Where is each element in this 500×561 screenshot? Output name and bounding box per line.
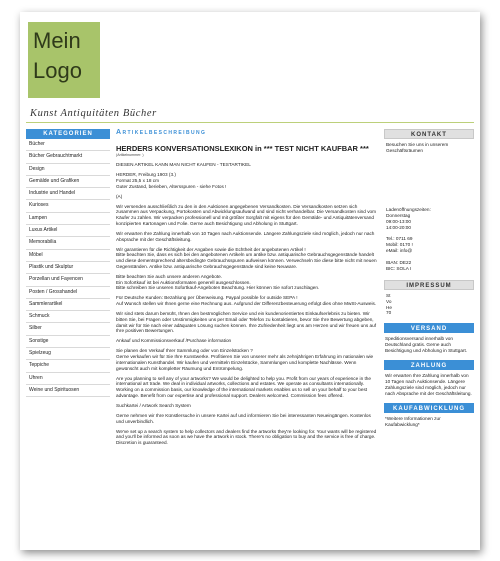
section-heading: Artikelbeschreibung [116,129,207,136]
article-paragraph: (A) [116,193,123,199]
contact-line: BIC: SOLA I [386,265,412,271]
main-content [116,129,378,450]
info-sidebar [384,129,474,428]
contact-line: Besuchen Sie uns in unserem [386,142,449,147]
page [20,12,480,550]
contact-line: IBAN: DE22 [386,259,412,265]
category-item[interactable]: Design [26,164,110,176]
contact-heading: KONTAKT [384,129,474,139]
order-processing-link[interactable]: *Weitere Informationen zur Kaufabwicklung* [385,415,441,427]
shipping-text: Speditionsversand innerhalb von Deutschland gratis. Gerne auch Besichtigung und Abholung in Stuttgart. [385,336,468,354]
contact-line: eMail: info@ [386,248,413,254]
article-paragraph: Wir erwarten Ihre Zahlung innerhalb von 10 Tagen nach Auktionsende. Längere Zahlungsziele sind möglich, jedoch nur nach Absprache mit der Geschäftsleitung. [116,230,375,242]
article-paragraph: Gerne nehmen wir Ihre Künstlersuche in unsere Kartei auf und informieren Sie bei interessanten Neueingängen. Kostenlos und unverbindlich. [116,412,371,424]
header-divider [26,122,474,123]
category-item[interactable]: Posten / Grosshandel [26,287,110,299]
article-paragraph: Are you planning to sell any of your artworks? We would be delighted to help you. Profit from our years of experience in the international art trade. We deal in individual artworks, collections and estates. We operate as consultants internationally. Working on a commission basis, our knowledge of the international markets enables us to sell on your behalf to your best advantage. Benefit from our expertise and professional support. Dealers welcomed. Commission fees offered. [116,375,372,398]
article-paragraph: Sie planen den Verkauf Ihrer Sammlung oder von Einzelstücken ? Gerne verkaufen wir für Sie Ihre Kunstwerke. Profitieren Sie von unserer mehr als zehnjährigen Erfahrung im nationalen wie internationalen Kunsthandel. Wir kaufen und vermitteln Einzelstücke, Sammlungen und komplette Nachlässe. Wenn gewünscht auch mit kompletter Räumung und Entrümpelung. [116,348,374,371]
contact-line: Tel.: 0711 69 [386,236,413,242]
article-paragraph: Wir versenden ausschließlich zu den in den Auktionen angegebenen Versandkosten. Die Versandkosten setzen sich zusammen aus Verpackung, Portokosten und Abwicklungsaufwand und sind nicht verhandelbar. Die Versandkosten sind vom Käufer zu zahlen. Wir verpacken professionell und mit größter Sorgfalt mit eigens für den Gemälde- und Antiquitätenversand konzipierten Kartonagen und Folie. Gerne auch Besichtigung und Abholung in Stuttgart. [116,203,377,226]
category-item[interactable]: Bücher Gebrauchtmarkt [26,151,110,163]
contact-line: Mobil: 0170 ! [386,242,413,248]
category-sidebar [26,129,110,397]
category-item[interactable]: Uhren [26,373,110,385]
article-paragraph: Wir sind stets darum bemüht, Ihnen den bestmöglichen Service und ein kundenorientiertes Einkaufserlebnis zu bieten. Wir bitten Sie, bei Fragen oder Unstimmigkeiten uns per Email oder Telefon zu kontaktieren, bevor Sie Ihre Bewertung abgeben, damit wir für Sie nach einer adäquaten Lösung suchen können. Ihre Zufriedenheit liegt uns am Herzen und wir freuen uns auf Ihre positiven Bewertungen. [116,311,377,334]
article-paragraph: Bitte beachten Sie auch unsere anderen Angebote. Ein Sofortkauf ist bei Auktionsformaten generell ausgeschlossen. Bitte schreiben Sie unseren Sofortkauf-Angeboten Beachtung. Hier können Sie sofort zuschlagen. [116,273,320,291]
logo[interactable] [28,22,100,98]
article-paragraph: DIESEN ARTIKEL KANN MAN NICHT KAUFEN - TESTARTIKEL [116,162,251,167]
payment-text: Wir erwarten Ihre Zahlung innerhalb von 10 Tagen nach Auktionsende. Längere Zahlungsziele sind möglich, jedoch nur nach Absprache mit der Geschäftsleitung. [385,373,472,396]
category-item[interactable]: Kurioses [26,200,110,212]
category-item[interactable]: Möbel [26,250,110,262]
category-item[interactable]: Spielzeug [26,348,110,360]
contact-details [384,142,474,272]
category-item[interactable]: Weine und Spirituosen [26,385,110,397]
contact-line: Geschäftsräumen [386,147,423,153]
article-paragraph: Ankauf und Kommissionsverkauf /Purchase information [116,338,232,344]
category-list [26,139,110,397]
article-number: (Artikelnummer: ) [116,153,144,157]
imprint-line: St [386,292,391,298]
article-paragraph: HERDER, Freiburg 1903 (3.) Format 25,5 x 18 cm Guter Zustand, berieben, Altersspuren - siehe Fotos ! [116,172,227,189]
category-item[interactable]: Memorabilia [26,237,110,249]
category-item[interactable]: Luxus Artikel [26,225,110,237]
imprint-heading: IMPRESSUM [384,280,474,290]
contact-line: Ladenöffnungszeiten: [386,206,431,212]
logo-line-2: Logo [33,58,82,83]
category-heading: KATEGORIEN [26,129,110,139]
article-paragraph: Suchkartei / Artwork Search System [116,402,191,408]
logo-line-1: Mein [33,28,81,53]
contact-line: 09:00-13:00 [386,218,412,224]
contact-line: 14:00-20:00 [386,224,412,230]
contact-line: Donnerstag [386,212,411,218]
category-item[interactable]: Plastik und Skulptur [26,262,110,274]
article-paragraph: Wir garantieren für die Richtigkeit der Angaben sowie die Echtheit der angebotenen Artikel ! Bitte beachten Sie, dass es sich bei den angebotenen Artikeln um antike bzw. antiquarische Gebrauchsgegenstände handelt und diese dementsprechend altersbedingte Gebrauchsspuren aufweisen können. Verwechseln Sie diese bitte nicht mit neuen Gegenständen. Antike bzw. antiquarische Gebrauchsgegenstände sind keine Neuware. [116,246,377,269]
article-paragraph: We've set up a search system to help collectors and dealers find the artworks they're looking for. Your wants will be registered and you'll be informed as soon as we have the artwork in stock. There's no obligation to buy and the service is free of charge. Discretion is guaranteed. [116,428,377,446]
article-description [116,162,378,446]
category-item[interactable]: Porzellan und Fayencen [26,274,110,286]
tagline: Kunst Antiquitäten Bücher [30,108,157,119]
category-item[interactable]: Sammlerartikel [26,299,110,311]
shipping-heading: VERSAND [384,323,474,333]
category-item[interactable]: Bücher [26,139,110,151]
article-paragraph: Für Deutsche Kunden: Bezahlung per Überweisung. Paypal possible for outside SEPA ! Auf Wunsch stellen wir Ihnen gerne eine Rechnung aus. Aufgrund der Differenzbesteuerung erfolgt dies ohne MwSt-Ausweis. [116,295,377,307]
imprint-line: 70 [386,310,392,316]
order-processing-heading: KAUFABWICKLUNG [384,403,474,413]
imprint-line: He [386,304,392,310]
category-item[interactable]: Lampen [26,213,110,225]
imprint-details [384,293,474,317]
category-item[interactable]: Industrie und Handel [26,188,110,200]
category-item[interactable]: Sonstige [26,336,110,348]
category-item[interactable]: Schmuck [26,311,110,323]
imprint-line: Vo [386,298,392,304]
category-item[interactable]: Teppiche [26,360,110,372]
payment-heading: ZAHLUNG [384,360,474,370]
category-item[interactable]: Silber [26,323,110,335]
article-title: HERDERS KONVERSATIONSLEXIKON in *** TEST NICHT KAUFBAR *** [116,144,369,153]
category-item[interactable]: Gemälde und Grafiken [26,176,110,188]
